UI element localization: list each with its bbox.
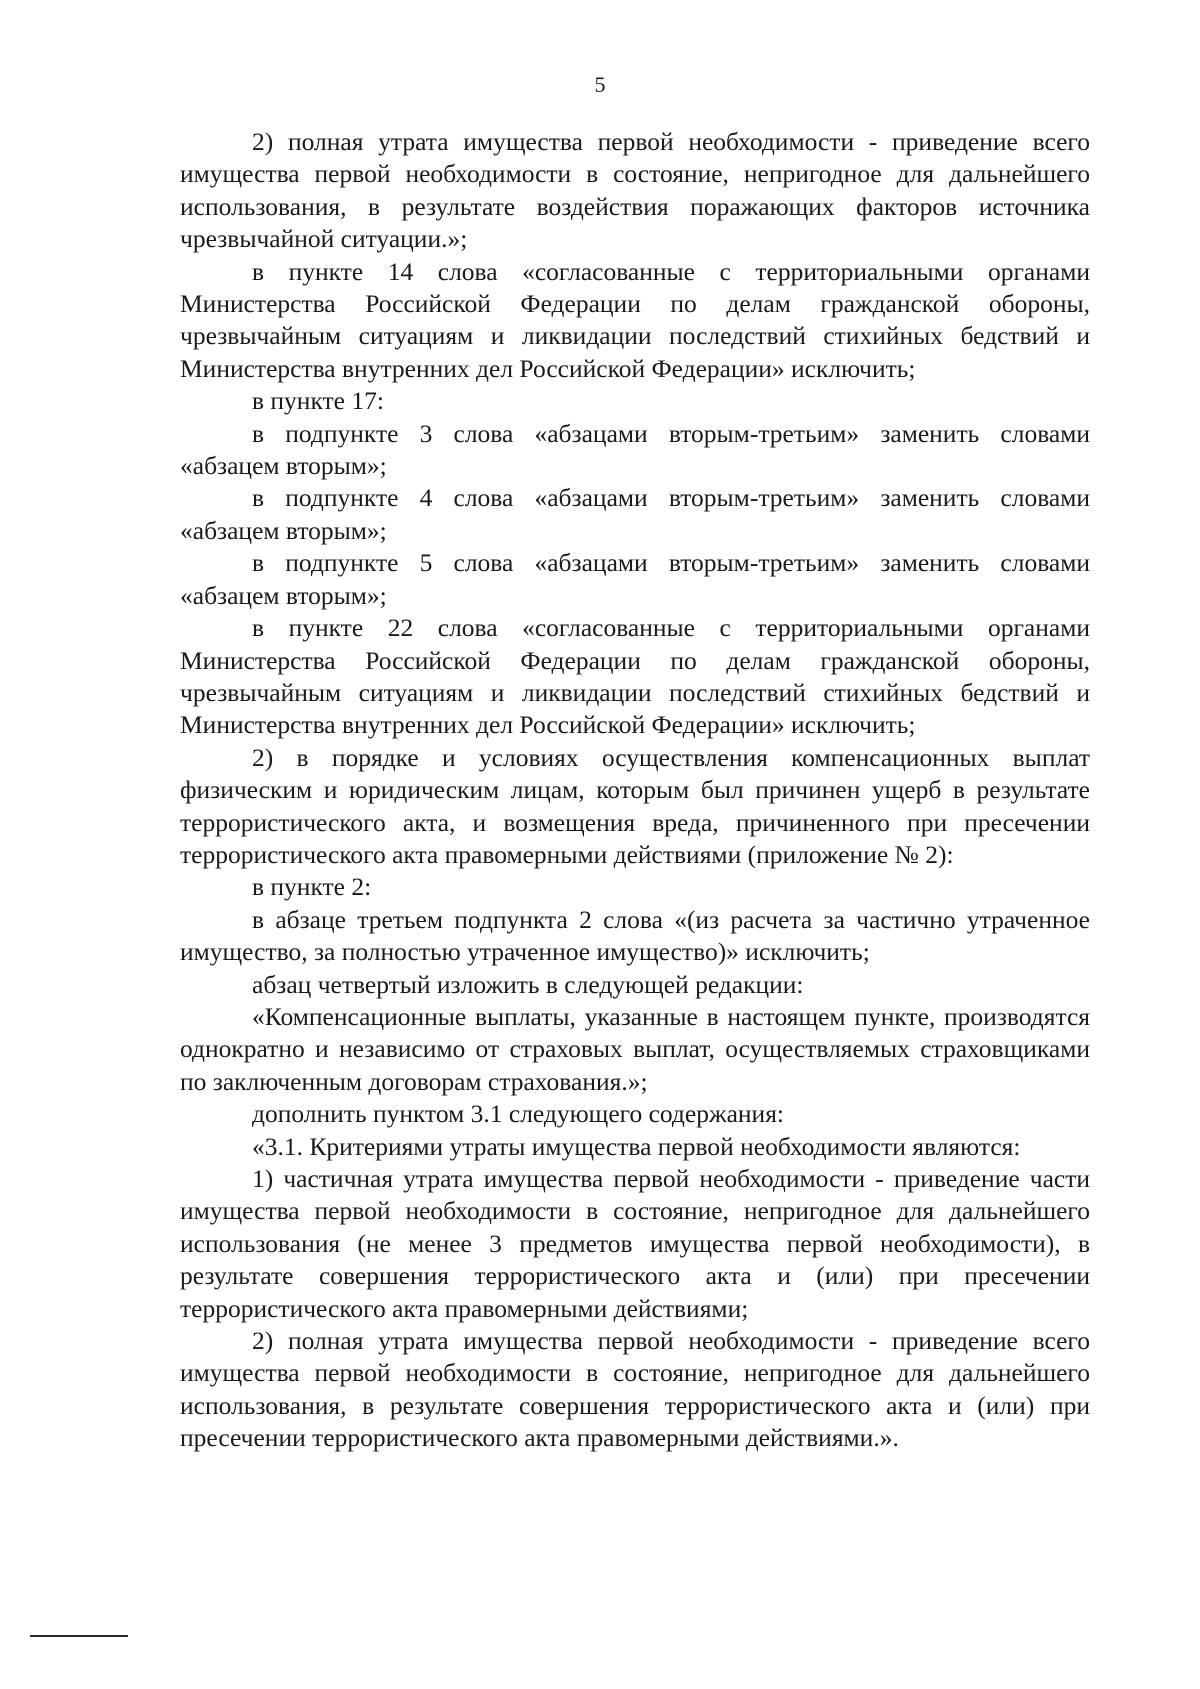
paragraph: в подпункте 5 слова «абзацами вторым-третьим» заменить словами «абзацем вторым»;: [180, 548, 1090, 610]
paragraph: в пункте 2:: [252, 872, 372, 902]
paragraph: «3.1. Критериями утраты имущества первой необходимости являются:: [252, 1131, 1021, 1161]
paragraph: 2) в порядке и условиях осуществления компенсационных выплат физическим и юридическим лицам, которым был причинен ущерб в результате террористического акта, и возмещения вреда, причиненного при пресечении террористического акта правомерными действиями (приложение № 2):: [180, 742, 1090, 869]
paragraph: в подпункте 3 слова «абзацами вторым-третьим» заменить словами «абзацем вторым»;: [180, 418, 1090, 481]
paragraph: в пункте 22 слова «согласованные с территориальными органами Министерства Российской Федерации по делам гражданской обороны, чрезвычайным ситуациям и ликвидации последствий стихийных бедствий и Министерства внутренних дел Российской Федерации» исключить;: [180, 613, 1090, 740]
paragraph: в подпункте 4 слова «абзацами вторым-третьим» заменить словами «абзацем вторым»;: [180, 483, 1090, 545]
paragraph: в абзаце третьем подпункта 2 слова «(из расчета за частично утраченное имущество, за полностью утраченное имущество)» исключить;: [180, 904, 1090, 967]
paragraph: 2) полная утрата имущества первой необходимости - приведение всего имущества первой необходимости в состояние, непригодное для дальнейшего использования, в результате совершения террористического акта и (или) при пресечении террористического акта правомерными действиями.».: [180, 1326, 1090, 1453]
paragraph: 1) частичная утрата имущества первой необходимости - приведение части имущества первой необходимости в состояние, непригодное для дальнейшего использования (не менее 3 предметов имущества первой необходимости), в результате совершения террористического акта и (или) при пресечении террористического акта правомерными действиями;: [180, 1164, 1090, 1323]
paragraph: в пункте 17:: [252, 386, 384, 416]
footer-divider: [30, 1635, 128, 1637]
paragraph: в пункте 14 слова «согласованные с территориальными органами Министерства Российской Федерации по делам гражданской обороны, чрезвычайным ситуациям и ликвидации последствий стихийных бедствий и Министерства внутренних дел Российской Федерации» исключить;: [180, 256, 1090, 383]
paragraph: дополнить пунктом 3.1 следующего содержания:: [252, 1099, 785, 1129]
paragraph: абзац четвертый изложить в следующей редакции:: [252, 969, 804, 999]
paragraph: 2) полная утрата имущества первой необходимости - приведение всего имущества первой необходимости в состояние, непригодное для дальнейшего использования, в результате воздействия поражающих факторов источника чрезвычайной ситуации.»;: [180, 127, 1090, 254]
page-number: 5: [594, 72, 606, 97]
paragraph: «Компенсационные выплаты, указанные в настоящем пункте, производятся однократно и независимо от страховых выплат, осуществляемых страховщиками по заключенным договорам страхования.»;: [180, 1001, 1090, 1096]
document-body: [180, 126, 1090, 1455]
